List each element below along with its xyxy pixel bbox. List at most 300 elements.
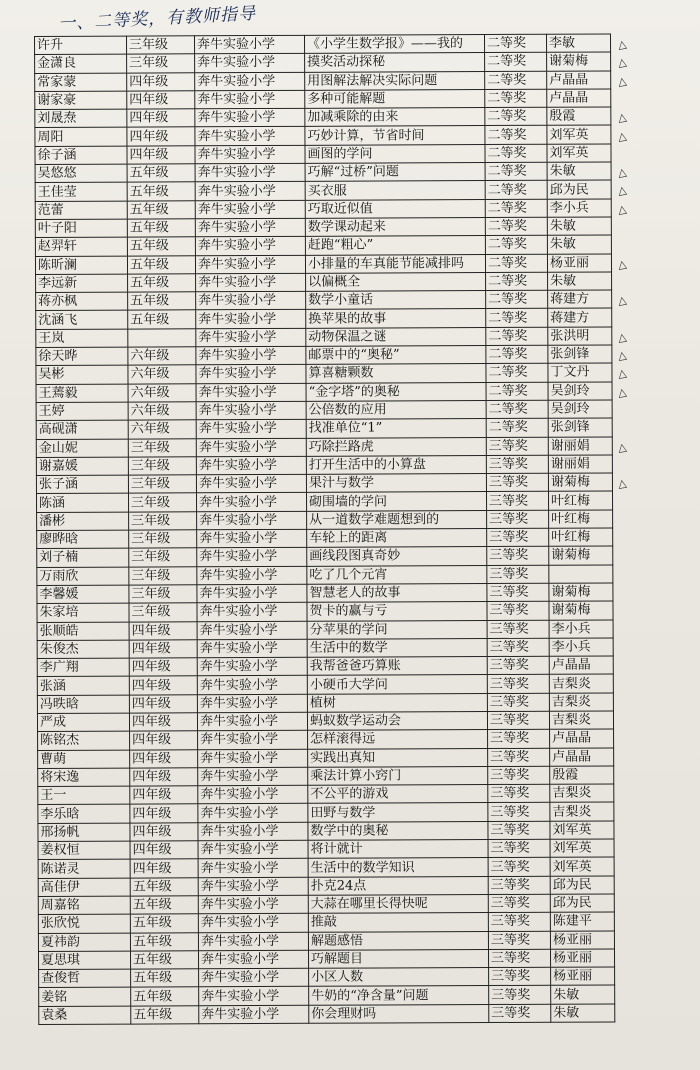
essay-title-cell: 解题感悟 [308,931,488,950]
school-cell: 奔牛实验小学 [198,749,308,768]
school-cell: 奔牛实验小学 [197,712,307,731]
grade-cell: 四年级 [129,658,197,677]
table-row [38,894,614,915]
essay-title-cell: 大蒜在哪里长得快呢 [308,894,488,913]
teacher-cell: 李小兵 [547,199,611,218]
table-row [36,418,612,439]
table-row [37,638,613,659]
student-name-cell: 蒋亦枫 [36,292,128,311]
teacher-cell: 卢晶晶 [547,71,611,90]
teacher-cell: 陈建平 [550,912,614,931]
award-cell: 三等奖 [488,839,550,858]
teacher-cell: 邱为民 [547,180,611,199]
award-cell: 三等奖 [487,510,549,529]
school-cell: 奔牛实验小学 [196,401,306,420]
check-mark-icon: △ [616,165,628,180]
awards-table-body [35,34,615,1025]
teacher-cell: 谢菊梅 [549,546,613,565]
award-cell: 三等奖 [488,913,550,932]
school-cell: 奔牛实验小学 [198,822,308,841]
award-cell: 三等奖 [488,730,550,749]
award-cell: 三等奖 [486,455,548,474]
teacher-cell: 刘军英 [547,125,611,144]
essay-title-cell: 以偏概全 [306,272,486,291]
student-name-cell: 赵羿轩 [35,237,127,256]
table-row [38,949,614,970]
school-cell: 奔牛实验小学 [197,639,307,658]
essay-title-cell: 生活中的数学知识 [308,858,488,877]
essay-title-cell: 巧解题目 [308,949,488,968]
student-name-cell: 姜铭 [39,988,131,1007]
grade-cell: 三年级 [128,457,196,476]
essay-title-cell: 将计就计 [308,840,488,859]
student-name-cell: 朱俊杰 [37,640,129,659]
essay-title-cell: 动物保温之谜 [306,327,486,346]
check-mark-icon: △ [616,348,628,363]
student-name-cell: 王岚 [36,329,128,348]
grade-cell: 五年级 [131,987,199,1006]
table-row [38,839,614,860]
teacher-cell: 杨亚丽 [550,949,614,968]
student-name-cell: 刘子楠 [37,548,129,567]
essay-title-cell: 巧妙计算，节省时间 [305,126,485,145]
school-cell: 奔牛实验小学 [195,182,305,201]
student-name-cell: 李远新 [36,274,128,293]
essay-title-cell: 小排量的车真能节能减排吗 [305,254,485,273]
essay-title-cell: 怎样滚得远 [308,730,488,749]
essay-title-cell: 赶跑“粗心” [305,236,485,255]
student-name-cell: 周阳 [35,128,127,147]
award-cell: 三等奖 [488,748,550,767]
school-cell: 奔牛实验小学 [196,438,306,457]
grade-cell: 三年级 [127,36,195,55]
check-mark-icon: △ [616,256,628,272]
table-row [35,199,611,220]
grade-cell: 四年级 [130,786,198,805]
award-cell: 二等奖 [486,309,548,328]
table-row [37,656,613,677]
grade-cell: 三年级 [128,493,196,512]
essay-title-cell: 买衣服 [305,181,485,200]
school-cell: 奔牛实验小学 [196,420,306,439]
grade-cell: 五年级 [127,200,195,219]
student-name-cell: 徐子涵 [35,146,127,165]
essay-title-cell: 我帮爸爸巧算账 [307,657,487,676]
school-cell: 奔牛实验小学 [199,1005,309,1024]
teacher-cell: 朱敏 [548,272,612,291]
grade-cell: 五年级 [131,1006,199,1025]
teacher-cell: 叶红梅 [549,510,613,529]
school-cell: 奔牛实验小学 [197,511,307,530]
grade-cell: 四年级 [129,621,197,640]
essay-title-cell: 打开生活中的小算盘 [306,455,486,474]
teacher-cell: 张剑锋 [548,345,612,364]
grade-cell: 三年级 [128,475,196,494]
grade-cell: 四年级 [129,676,197,695]
grade-cell: 六年级 [128,420,196,439]
school-cell: 奔牛实验小学 [198,914,308,933]
school-cell: 奔牛实验小学 [198,840,308,859]
table-row [38,748,614,769]
student-name-cell: 高砚潇 [36,420,128,439]
award-cell: 三等奖 [487,601,549,620]
table-row [35,217,611,238]
table-row [35,34,611,55]
teacher-cell: 蒋建方 [548,290,612,309]
school-cell: 奔牛实验小学 [197,676,307,695]
handwritten-heading: 一、二等奖，有教师指导 [57,3,257,35]
grade-cell: 三年级 [127,54,195,73]
school-cell: 奔牛实验小学 [198,859,308,878]
award-cell: 三等奖 [489,967,551,986]
grade-cell: 五年级 [130,914,198,933]
school-cell: 奔牛实验小学 [195,218,305,237]
award-cell: 二等奖 [486,327,548,346]
school-cell: 奔牛实验小学 [197,603,307,622]
award-cell: 二等奖 [485,107,547,126]
table-row [36,327,612,348]
grade-cell: 五年级 [130,877,198,896]
school-cell: 奔牛实验小学 [197,621,307,640]
student-name-cell: 陈铭杰 [38,731,130,750]
table-row [38,857,614,878]
student-name-cell: 王蔫毅 [36,384,128,403]
table-row [38,784,614,805]
table-row [37,601,613,622]
grade-cell: 五年级 [127,182,195,201]
teacher-cell: 朱敏 [551,1004,615,1023]
grade-cell: 六年级 [128,402,196,421]
school-cell: 奔牛实验小学 [196,310,306,329]
table-row [37,546,613,567]
essay-title-cell: 分苹果的学问 [307,620,487,639]
grade-cell: 四年级 [127,127,195,146]
teacher-cell: 吉梨炎 [549,711,613,730]
table-row [37,528,613,549]
award-cell: 二等奖 [485,53,547,72]
grade-cell [128,329,196,348]
school-cell: 奔牛实验小学 [196,365,306,384]
essay-title-cell: 实践出真知 [308,748,488,767]
teacher-cell: 杨亚丽 [551,967,615,986]
essay-title-cell: 摸奖活动探秘 [305,53,485,72]
table-row [36,437,612,458]
school-cell: 奔牛实验小学 [195,54,305,73]
student-name-cell: 潘彬 [37,512,129,531]
grade-cell: 四年级 [130,768,198,787]
essay-title-cell: 你会理财吗 [309,1004,489,1023]
table-row [36,308,612,329]
school-cell: 奔牛实验小学 [198,895,308,914]
grade-cell: 六年级 [128,365,196,384]
teacher-cell: 谢菊梅 [547,52,611,71]
essay-title-cell: 画线段图真奇妙 [307,547,487,566]
essay-title-cell: 数学课动起来 [305,218,485,237]
grade-cell: 四年级 [129,640,197,659]
award-cell: 三等奖 [488,821,550,840]
award-cell: 二等奖 [486,418,548,437]
student-name-cell: 范蕾 [35,201,127,220]
award-cell: 三等奖 [488,858,550,877]
table-row [35,52,611,73]
teacher-cell: 吉梨炎 [550,784,614,803]
award-cell: 二等奖 [485,236,547,255]
student-name-cell: 夏祎韵 [38,933,130,952]
table-row [35,107,611,128]
award-cell: 三等奖 [488,803,550,822]
award-cell: 三等奖 [488,766,550,785]
school-cell: 奔牛实验小学 [198,731,308,750]
essay-title-cell: 用图解法解决实际问题 [305,71,485,90]
table-row [39,1004,615,1025]
teacher-cell: 张剑锋 [548,418,612,437]
grade-cell: 五年级 [128,310,196,329]
student-name-cell: 王婷 [36,402,128,421]
school-cell: 奔牛实验小学 [198,932,308,951]
award-cell: 三等奖 [488,949,550,968]
check-mark-icon: △ [616,330,628,345]
teacher-cell: 谢菊梅 [549,601,613,620]
table-row [37,693,613,714]
table-row [38,821,614,842]
award-cell: 三等奖 [487,620,549,639]
grade-cell: 四年级 [127,146,195,165]
award-cell: 三等奖 [487,656,549,675]
grade-cell: 六年级 [128,347,196,366]
student-name-cell: 谢嘉媛 [36,457,128,476]
student-name-cell: 王佳莹 [35,182,127,201]
check-mark-icon: △ [616,37,628,52]
student-name-cell: 李馨媛 [37,585,129,604]
school-cell: 奔牛实验小学 [196,493,306,512]
essay-title-cell: 车轮上的距离 [307,529,487,548]
award-cell: 二等奖 [485,217,547,236]
student-name-cell: 袁桑 [39,1006,131,1025]
school-cell: 奔牛实验小学 [195,109,305,128]
student-name-cell: 陈涵 [36,494,128,513]
award-cell: 二等奖 [485,89,547,108]
award-cell: 二等奖 [486,345,548,364]
student-name-cell: 周嘉铭 [38,896,130,915]
essay-title-cell: 加减乘除的由来 [305,108,485,127]
student-name-cell: 朱家培 [37,603,129,622]
grade-cell: 四年级 [127,91,195,110]
check-mark-icon: △ [616,293,628,308]
student-name-cell: 张子涵 [36,475,128,494]
grade-cell: 三年级 [129,566,197,585]
school-cell: 奔牛实验小学 [197,584,307,603]
award-cell: 二等奖 [486,290,548,309]
essay-title-cell: 巧解“过桥”问题 [305,163,485,182]
award-cell: 三等奖 [486,473,548,492]
student-name-cell: 金山妮 [36,439,128,458]
table-row [37,619,613,640]
teacher-cell: 吴剑玲 [548,382,612,401]
check-mark-icon: △ [616,366,628,382]
teacher-cell: 李敏 [546,34,610,53]
essay-title-cell: 贺卡的赢与亏 [307,602,487,621]
teacher-cell: 吉梨炎 [549,693,613,712]
award-cell: 二等奖 [484,34,546,53]
school-cell: 奔牛实验小学 [197,566,307,585]
essay-title-cell: 小硬币大学问 [307,675,487,694]
student-name-cell: 曹萌 [38,750,130,769]
grade-cell: 五年级 [130,896,198,915]
essay-title-cell: 找准单位“1” [306,419,486,438]
grade-cell: 五年级 [130,951,198,970]
table-row [37,711,613,732]
student-name-cell: 冯昳晗 [37,695,129,714]
teacher-cell: 谢菊梅 [548,473,612,492]
grade-cell: 三年级 [129,530,197,549]
award-cell: 三等奖 [488,894,550,913]
award-cell: 二等奖 [485,254,547,273]
check-mark-icon: △ [616,73,628,89]
teacher-cell: 刘军英 [547,144,611,163]
teacher-cell: 谢丽娟 [548,437,612,456]
teacher-cell [549,565,613,584]
teacher-cell: 吉梨炎 [549,674,613,693]
grade-cell: 五年级 [127,255,195,274]
award-cell: 三等奖 [488,876,550,895]
essay-title-cell: 巧除拦路虎 [306,437,486,456]
essay-title-cell: 果汁与数学 [306,474,486,493]
school-cell: 奔牛实验小学 [196,273,306,292]
essay-title-cell: 推敲 [308,913,488,932]
student-name-cell: 姜权恒 [38,841,130,860]
grade-cell: 四年级 [130,749,198,768]
student-name-cell: 陈昕澜 [35,256,127,275]
student-name-cell: 刘晟焘 [35,109,127,128]
essay-title-cell: 不公平的游戏 [308,785,488,804]
school-cell: 奔牛实验小学 [198,877,308,896]
school-cell: 奔牛实验小学 [196,383,306,402]
teacher-cell: 卢晶晶 [547,89,611,108]
school-cell: 奔牛实验小学 [198,804,308,823]
student-name-cell: 沈涵飞 [36,311,128,330]
school-cell: 奔牛实验小学 [195,72,305,91]
check-mark-icon: △ [616,202,628,217]
student-name-cell: 金潇良 [35,54,127,73]
essay-title-cell: “金字塔”的奥秘 [306,382,486,401]
school-cell: 奔牛实验小学 [195,200,305,219]
school-cell: 奔牛实验小学 [196,291,306,310]
essay-title-cell: 小区人数 [309,968,489,987]
table-row [36,400,612,421]
table-row [37,674,613,695]
student-name-cell: 陈诺灵 [38,859,130,878]
award-cell: 三等奖 [487,565,549,584]
student-name-cell: 夏思琪 [38,951,130,970]
award-cell: 二等奖 [486,400,548,419]
student-name-cell: 吴彬 [36,365,128,384]
grade-cell: 五年级 [127,237,195,256]
grade-cell: 四年级 [129,694,197,713]
table-row [38,802,614,823]
grade-cell: 五年级 [127,164,195,183]
student-name-cell: 严成 [37,713,129,732]
essay-title-cell: 数学中的奥秘 [308,821,488,840]
essay-title-cell: 智慧老人的故事 [307,583,487,602]
grade-cell: 六年级 [128,383,196,402]
grade-cell: 四年级 [130,859,198,878]
teacher-cell: 卢晶晶 [550,748,614,767]
student-name-cell: 万雨欣 [37,567,129,586]
essay-title-cell: 吃了几个元宵 [307,565,487,584]
school-cell: 奔牛实验小学 [196,474,306,493]
teacher-cell: 丁文丹 [548,363,612,382]
grade-cell: 五年级 [128,292,196,311]
award-cell: 二等奖 [485,181,547,200]
teacher-cell: 吉梨炎 [550,802,614,821]
award-cell: 二等奖 [486,364,548,383]
award-cell: 三等奖 [487,583,549,602]
essay-title-cell: 邮票中的“奥秘” [306,346,486,365]
school-cell: 奔牛实验小学 [195,237,305,256]
teacher-cell: 谢菊梅 [549,583,613,602]
school-cell: 奔牛实验小学 [198,785,308,804]
table-row [36,345,612,366]
table-row [37,583,613,604]
grade-cell: 五年级 [127,219,195,238]
school-cell: 奔牛实验小学 [199,968,309,987]
teacher-cell: 邱为民 [550,876,614,895]
school-cell: 奔牛实验小学 [198,767,308,786]
student-name-cell: 叶子阳 [35,219,127,238]
grade-cell: 四年级 [130,841,198,860]
essay-title-cell: 扑克24点 [308,876,488,895]
essay-title-cell: 换苹果的故事 [306,309,486,328]
student-name-cell: 徐天晔 [36,347,128,366]
table-row [37,565,613,586]
student-name-cell: 廖晔晗 [37,530,129,549]
award-cell: 三等奖 [487,693,549,712]
award-cell: 三等奖 [487,638,549,657]
school-cell: 奔牛实验小学 [198,950,308,969]
grade-cell: 四年级 [127,72,195,91]
essay-title-cell: 乘法计算小窍门 [308,766,488,785]
award-cell: 三等奖 [489,1004,551,1023]
table-row [36,363,612,384]
grade-cell: 三年级 [129,548,197,567]
table-row [39,967,615,988]
student-name-cell: 王一 [38,786,130,805]
school-cell: 奔牛实验小学 [195,35,305,54]
award-cell: 三等奖 [487,547,549,566]
award-cell: 二等奖 [485,126,547,145]
teacher-cell: 殷霞 [547,107,611,126]
table-row [36,491,612,512]
student-name-cell: 谢家豪 [35,91,127,110]
table-row [35,235,611,256]
student-name-cell: 李广翔 [37,658,129,677]
teacher-cell: 朱敏 [547,217,611,236]
teacher-cell: 叶红梅 [548,491,612,510]
teacher-cell: 朱敏 [551,985,615,1004]
school-cell: 奔牛实验小学 [195,163,305,182]
school-cell: 奔牛实验小学 [196,346,306,365]
school-cell: 奔牛实验小学 [197,529,307,548]
check-mark-icon: △ [616,476,628,491]
teacher-cell: 蒋建方 [548,308,612,327]
grade-cell: 五年级 [130,932,198,951]
essay-title-cell: 牛奶的“净含量”问题 [309,986,489,1005]
essay-title-cell: 生活中的数学 [307,638,487,657]
table-row [35,180,611,201]
check-mark-icon: △ [616,110,628,125]
teacher-cell: 杨亚丽 [547,254,611,273]
award-cell: 二等奖 [485,162,547,181]
